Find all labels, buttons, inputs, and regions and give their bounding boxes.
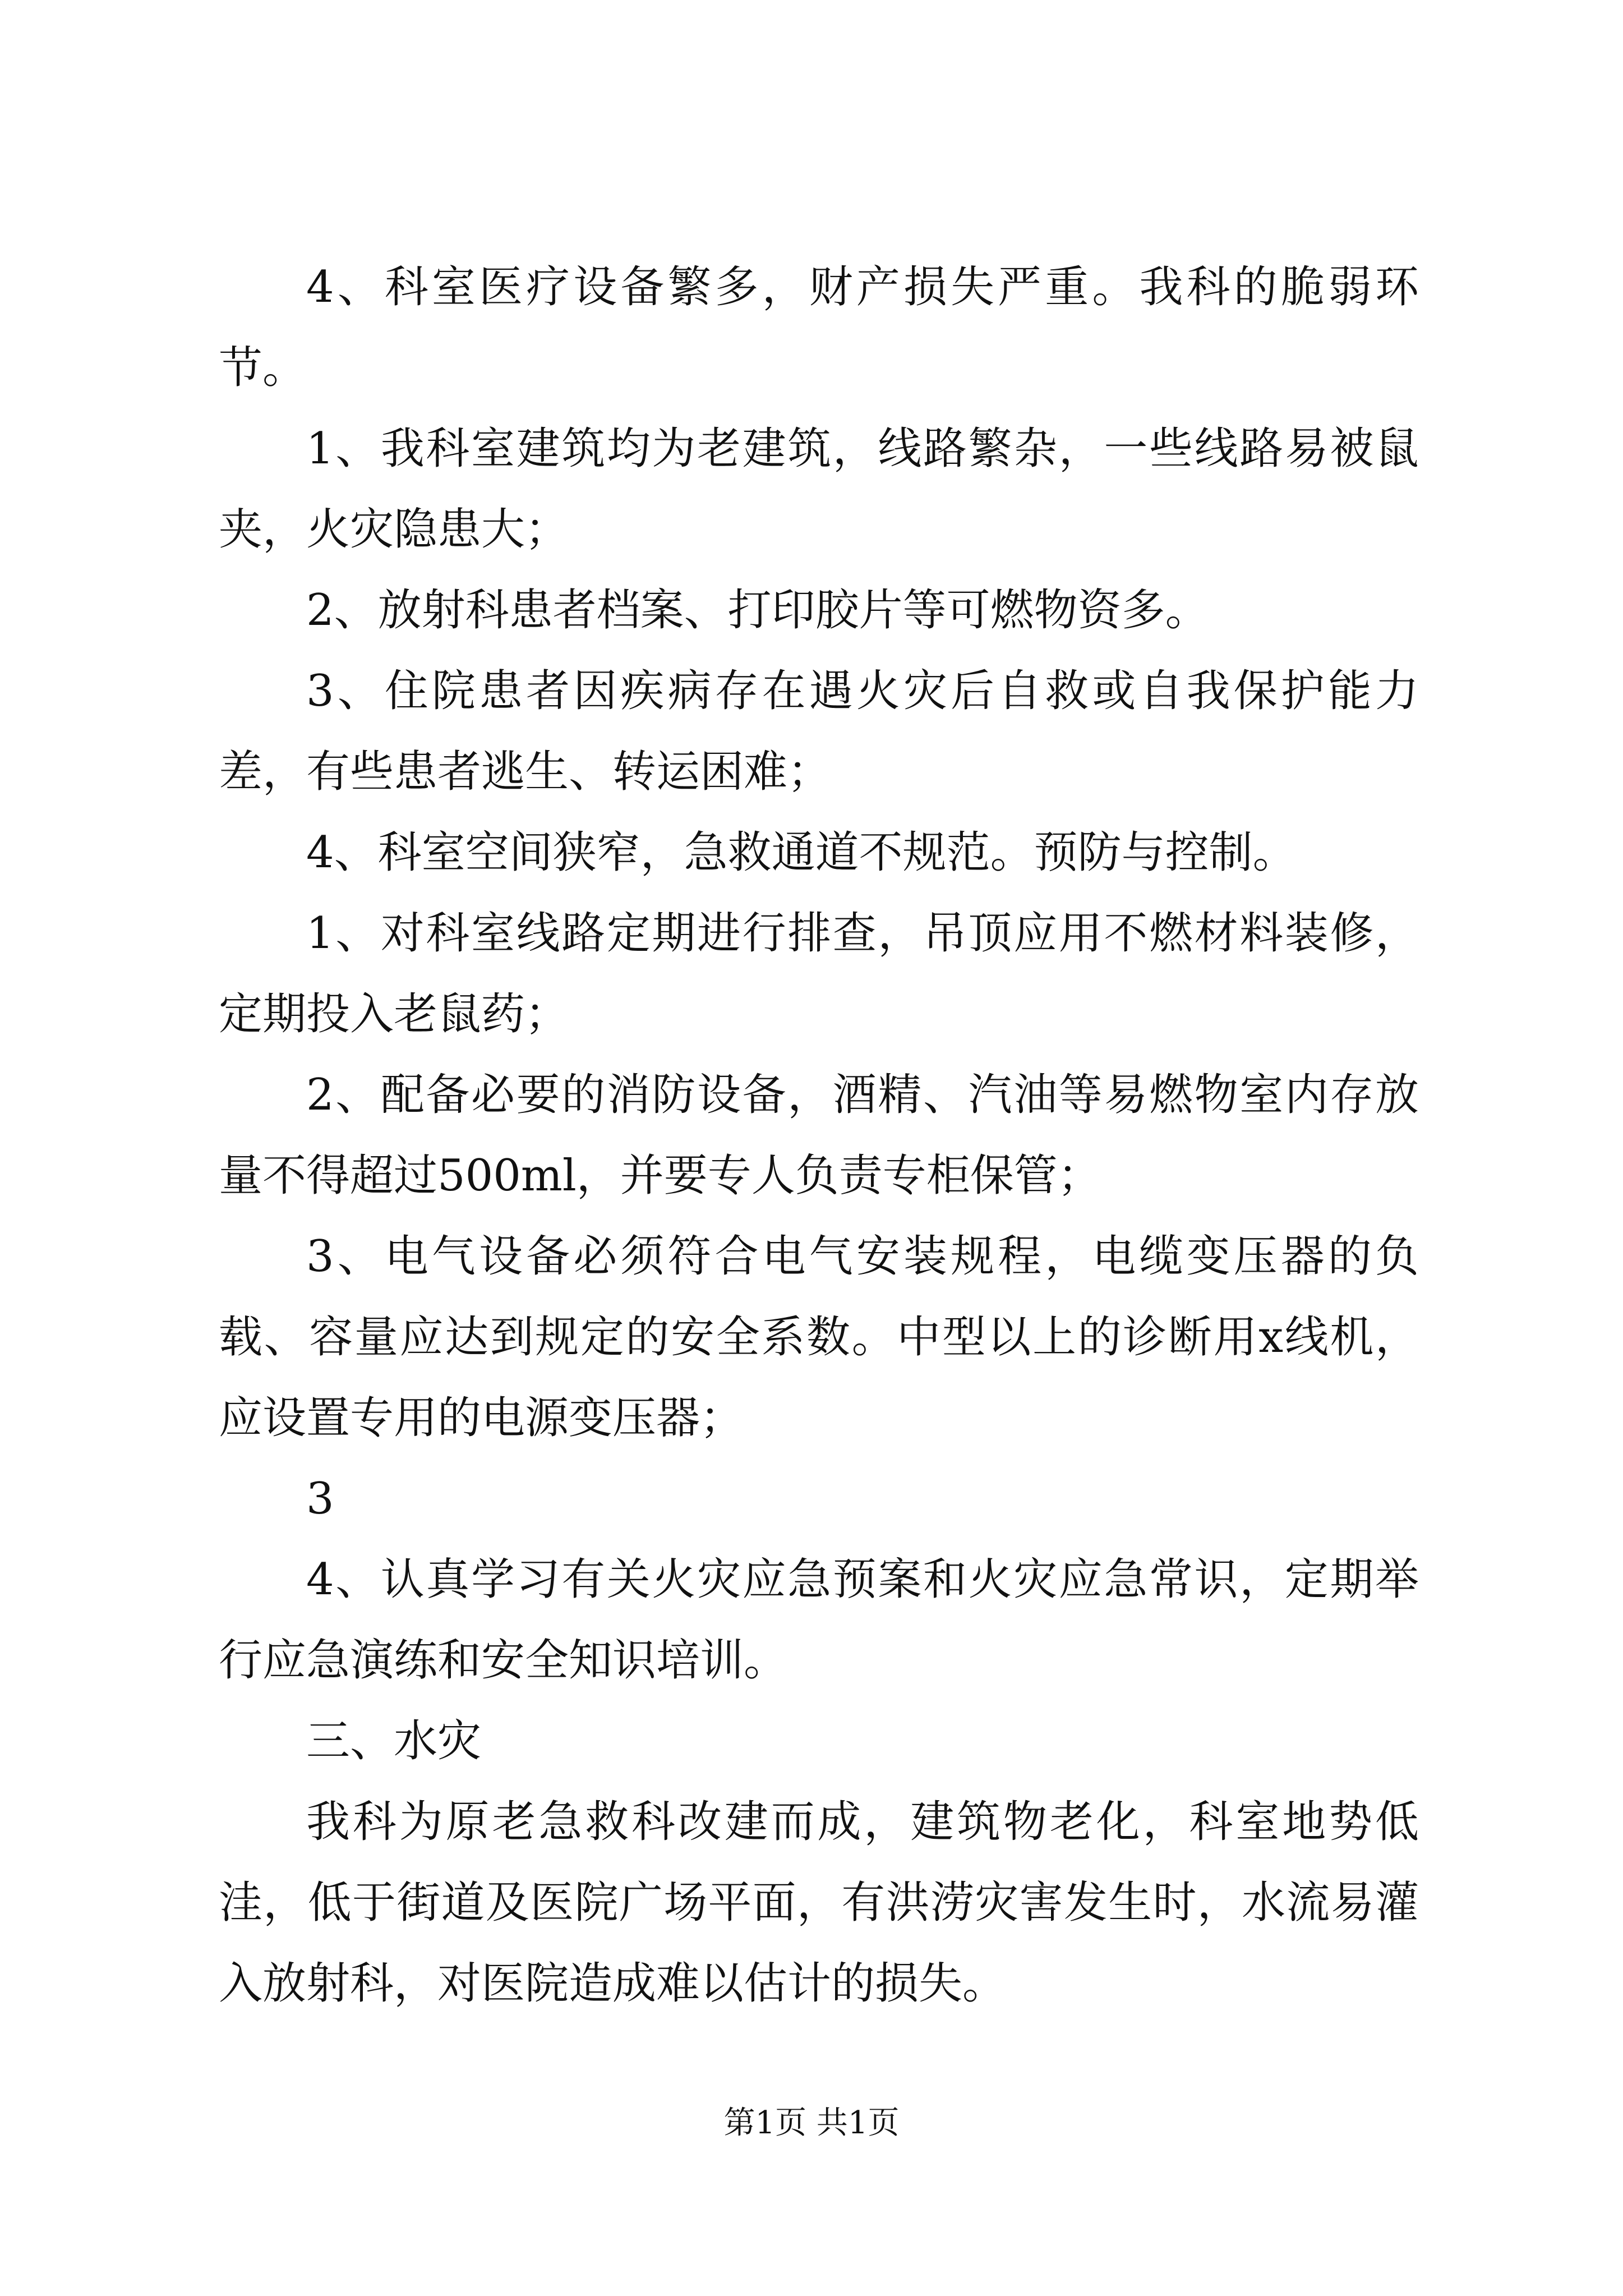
paragraph: 4、认真学习有关火灾应急预案和火灾应急常识，定期举行应急演练和安全知识培训。 bbox=[219, 1554, 1419, 1686]
paragraph: 我科为原老急救科改建而成，建筑物老化，科室地势低洼，低于街道及医院广场平面，有洪涝灾害发生时，水流易灌入放射科，对医院造成难以估计的损失。 bbox=[219, 1797, 1419, 2009]
document-body bbox=[219, 247, 1419, 2024]
paragraph: 4、科室医疗设备繁多，财产损失严重。我科的脆弱环节。 bbox=[219, 262, 1419, 393]
paragraph: 3、住院患者因疾病存在遇火灾后自救或自我保护能力差，有些患者逃生、转运困难； bbox=[219, 666, 1419, 797]
paragraph: 2、配备必要的消防设备，酒精、汽油等易燃物室内存放量不得超过500ml，并要专人负责专柜保管； bbox=[219, 1070, 1419, 1201]
paragraph: 3、电气设备必须符合电气安装规程，电缆变压器的负载、容量应达到规定的安全系数。中型以上的诊断用x线机，应设置专用的电源变压器； bbox=[219, 1231, 1419, 1443]
paragraph: 4、科室空间狭窄，急救通道不规范。预防与控制。 bbox=[306, 827, 1297, 878]
page-footer: 第1页 共1页 bbox=[723, 2105, 900, 2141]
paragraph: 3 bbox=[306, 1474, 334, 1524]
paragraph: 1、我科室建筑均为老建筑，线路繁杂，一些线路易被鼠夹，火灾隐患大； bbox=[219, 424, 1419, 555]
paragraph: 2、放射科患者档案、打印胶片等可燃物资多。 bbox=[306, 585, 1209, 636]
section-heading: 三、水灾 bbox=[306, 1716, 482, 1766]
paragraph: 1、对科室线路定期进行排查，吊顶应用不燃材料装修，定期投入老鼠药； bbox=[219, 908, 1419, 1039]
